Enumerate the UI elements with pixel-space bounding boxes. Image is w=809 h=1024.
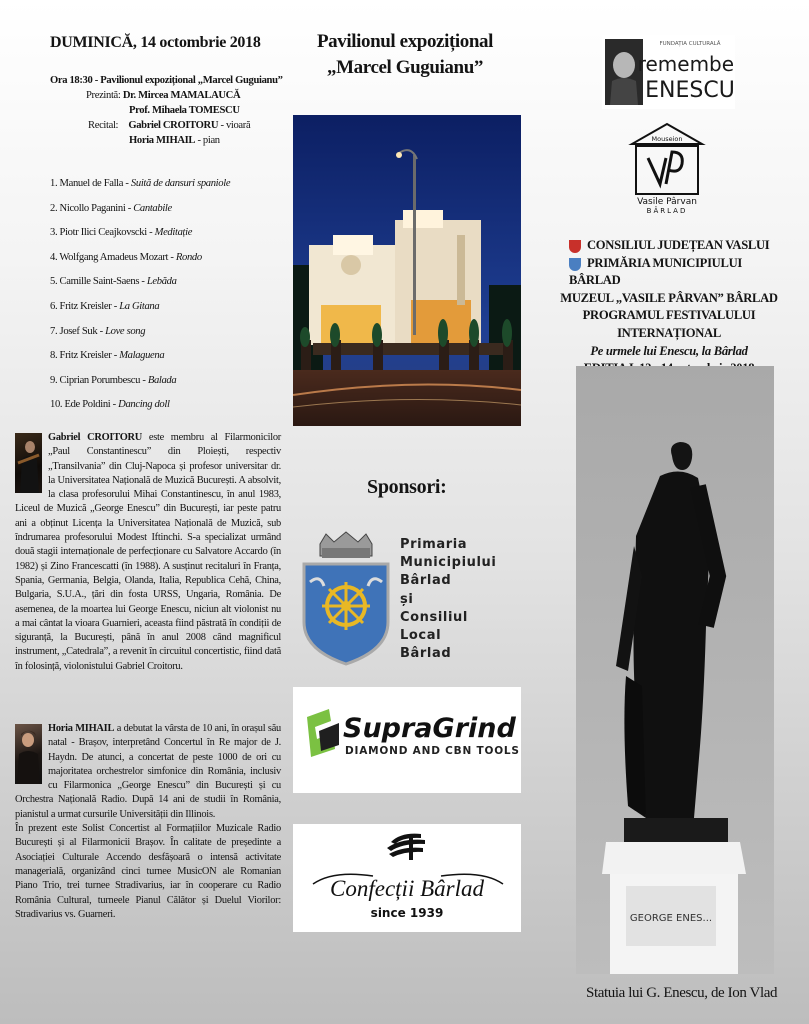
bio-1-name: Gabriel CROITORU [48, 432, 143, 443]
program-item: 6. Fritz Kreisler - La Gitana [50, 300, 160, 312]
bio-horia-mihail [15, 722, 281, 922]
presenter-1: Dr. Mircea MAMALAUCĂ [122, 90, 241, 101]
festival-subtitle: Pe urmele lui Enescu, la Bârlad [590, 343, 748, 358]
svg-text:SupraGrind: SupraGrind [343, 713, 516, 744]
svg-text:since 1939: since 1939 [370, 906, 444, 920]
svg-text:FUNDAȚIA CULTURALĂ: FUNDAȚIA CULTURALĂ [659, 41, 721, 47]
bio-2-text: a debutat la vârsta de 10 ani, în orașul său natal - Brașov, interpretând Concertul în Re major de J. Haydn. De atunci, a concertat de peste 1000 de ori cu majoritatea orchestrelor simfonice din România, inclusiv cu Filarmonica „George Enescu” din București și cu Orchestra Națională Radio. După 14 ani de studii în România, pianistul a urmat cursurile Universității din Illinois. [15, 723, 282, 820]
event-details [50, 73, 283, 148]
svg-text:Mouseion: Mouseion [651, 135, 683, 143]
sponsor-1-text: Primaria Municipiului Bârlad și Consiliul Local Bârlad [400, 537, 497, 662]
pavilion-title [300, 29, 510, 81]
svg-text:ENESCU: ENESCU [645, 78, 735, 103]
enescu-statue-photo [576, 366, 774, 974]
performer-1-name: Gabriel CROITORU [128, 120, 219, 131]
program-item: 8. Fritz Kreisler - Malaguena [50, 350, 165, 362]
statue-caption: Statuia lui G. Enescu, de Ion Vlad [586, 985, 778, 1001]
performer-2-name: Horia MIHAIL [129, 135, 196, 146]
program-item: 10. Ede Poldini - Dancing doll [50, 399, 170, 411]
svg-text:BÂRLAD: BÂRLAD [646, 207, 688, 214]
barlad-coat-of-arms-icon [300, 530, 392, 666]
festival-program-title: PROGRAMUL FESTIVALULUI INTERNAȚIONAL [582, 308, 756, 340]
organizer-line-3: MUZEUL „VASILE PÂRVAN” BÂRLAD [560, 290, 778, 305]
recital-label: Recital: [88, 120, 119, 131]
pavilion-title-line-2: „Marcel Guguianu” [327, 57, 483, 78]
vasile-parvan-museum-logo [628, 122, 706, 214]
bio-2-text-2: În prezent este Solist Concertist al Formațiilor Muzicale Radio București și al Filarmonicii Brașov. În calitate de președinte a Asociației Culturale Accendo desfășoară o intensă activitate managerială, organizând cinci turnee MusicON ale Romanian Piano Trio, trei turnee Stradivarius, iar în cooperare cu Radio România Cultural, turneele Pianul Călător și Duelul Viorilor: Stradivarius vs. Guarneri. [15, 823, 281, 920]
pianist-photo [15, 724, 42, 784]
barlad-crest-icon [569, 258, 581, 271]
program-item: 4. Wolfgang Amadeus Mozart - Rondo [50, 251, 202, 263]
event-time-venue: Ora 18:30 - Pavilionul expozițional „Marcel Guguianu” [50, 75, 283, 86]
remember-enescu-logo [602, 35, 735, 109]
concert-date: DUMINICĂ, 14 octombrie 2018 [50, 34, 261, 51]
svg-text:DIAMOND AND CBN TOOLS: DIAMOND AND CBN TOOLS [345, 745, 520, 757]
organizers-block [547, 237, 791, 378]
pavilion-title-line-1: Pavilionul expozițional [316, 31, 494, 52]
program-item: 9. Ciprian Porumbescu - Balada [50, 374, 177, 386]
organizer-line-1: CONSILIUL JUDEȚEAN VASLUI [587, 238, 770, 252]
program-item: 1. Manuel de Falla - Suită de dansuri spaniole [50, 178, 231, 189]
bio-2-name: Horia MIHAIL [48, 723, 115, 734]
presenter-2: Prof. Mihaela TOMESCU [129, 105, 240, 116]
performer-1-role: - vioară [218, 120, 251, 131]
svg-text:Vasile Pârvan: Vasile Pârvan [637, 197, 697, 207]
bio-gabriel-croitoru [15, 431, 281, 674]
program-list [50, 178, 280, 424]
confectii-logo-icon [387, 834, 425, 860]
pavilion-photo [293, 115, 521, 426]
svg-text:remember: remember [637, 52, 735, 76]
sponsors-heading: Sponsori: [367, 476, 447, 498]
program-item: 3. Piotr Ilici Ceajkovscki - Meditație [50, 227, 193, 239]
organizer-line-2: PRIMĂRIA MUNICIPIULUI BÂRLAD [569, 255, 742, 288]
violinist-photo [15, 433, 42, 493]
sponsor-confectii-barlad [293, 824, 521, 932]
sponsor-supragrind [293, 687, 521, 793]
supragrind-logo-icon [307, 709, 339, 757]
vaslui-county-crest-icon [569, 240, 581, 253]
bio-1-text: este membru al Filarmonicilor „Paul Constantinescu” din Ploiești, respectiv „Transilvania” din Cluj-Napoca și profesor universitar dr. la Universitatea Națională de Muzică București. A absolvit, la clasa profesorului Mihai Constantinescu, în anul 1983, Liceul de Muzică „George Enescu” din București, iar peste patru ani a obținut Licența la Universitatea Națională de Muzică, sub îndrumarea profesorului Modest Iftinchi. S-a specializat urmând două stagii internaționale de perfecționare cu Salvatore Accardo (în 1982) și Zino Francescatti (în 1988). A susținut recitaluri în Franța, Spania, Germania, Belgia, Olanda, Italia, Republica Cehă, China, Bulgaria, S.U.A., țări din fosta URSS, Ungaria, România. De asemenea, de la moartea lui George Enescu, niciun alt violonist nu a mai cântat la vioara Guarnieri, aceasta fiind păstrată în condiții de siguranță, la București, până în anul 2008 când magnificul instrument, „Catedrala”, a revenit în circuitul concertistic, fiind dată în folosință, violonistului Gabriel Croitoru. [15, 432, 281, 672]
svg-text:GEORGE ENES...: GEORGE ENES... [629, 913, 713, 924]
presenter-label: Prezintă: [86, 90, 121, 101]
performer-2-role: - pian [195, 135, 220, 146]
program-item: 5. Camille Saint-Saens - Lebăda [50, 276, 177, 288]
svg-text:Confecții Bârlad: Confecții Bârlad [330, 876, 484, 901]
program-item: 2. Nicollo Paganini - Cantabile [50, 202, 172, 214]
program-item: 7. Josef Suk - Love song [50, 325, 146, 337]
